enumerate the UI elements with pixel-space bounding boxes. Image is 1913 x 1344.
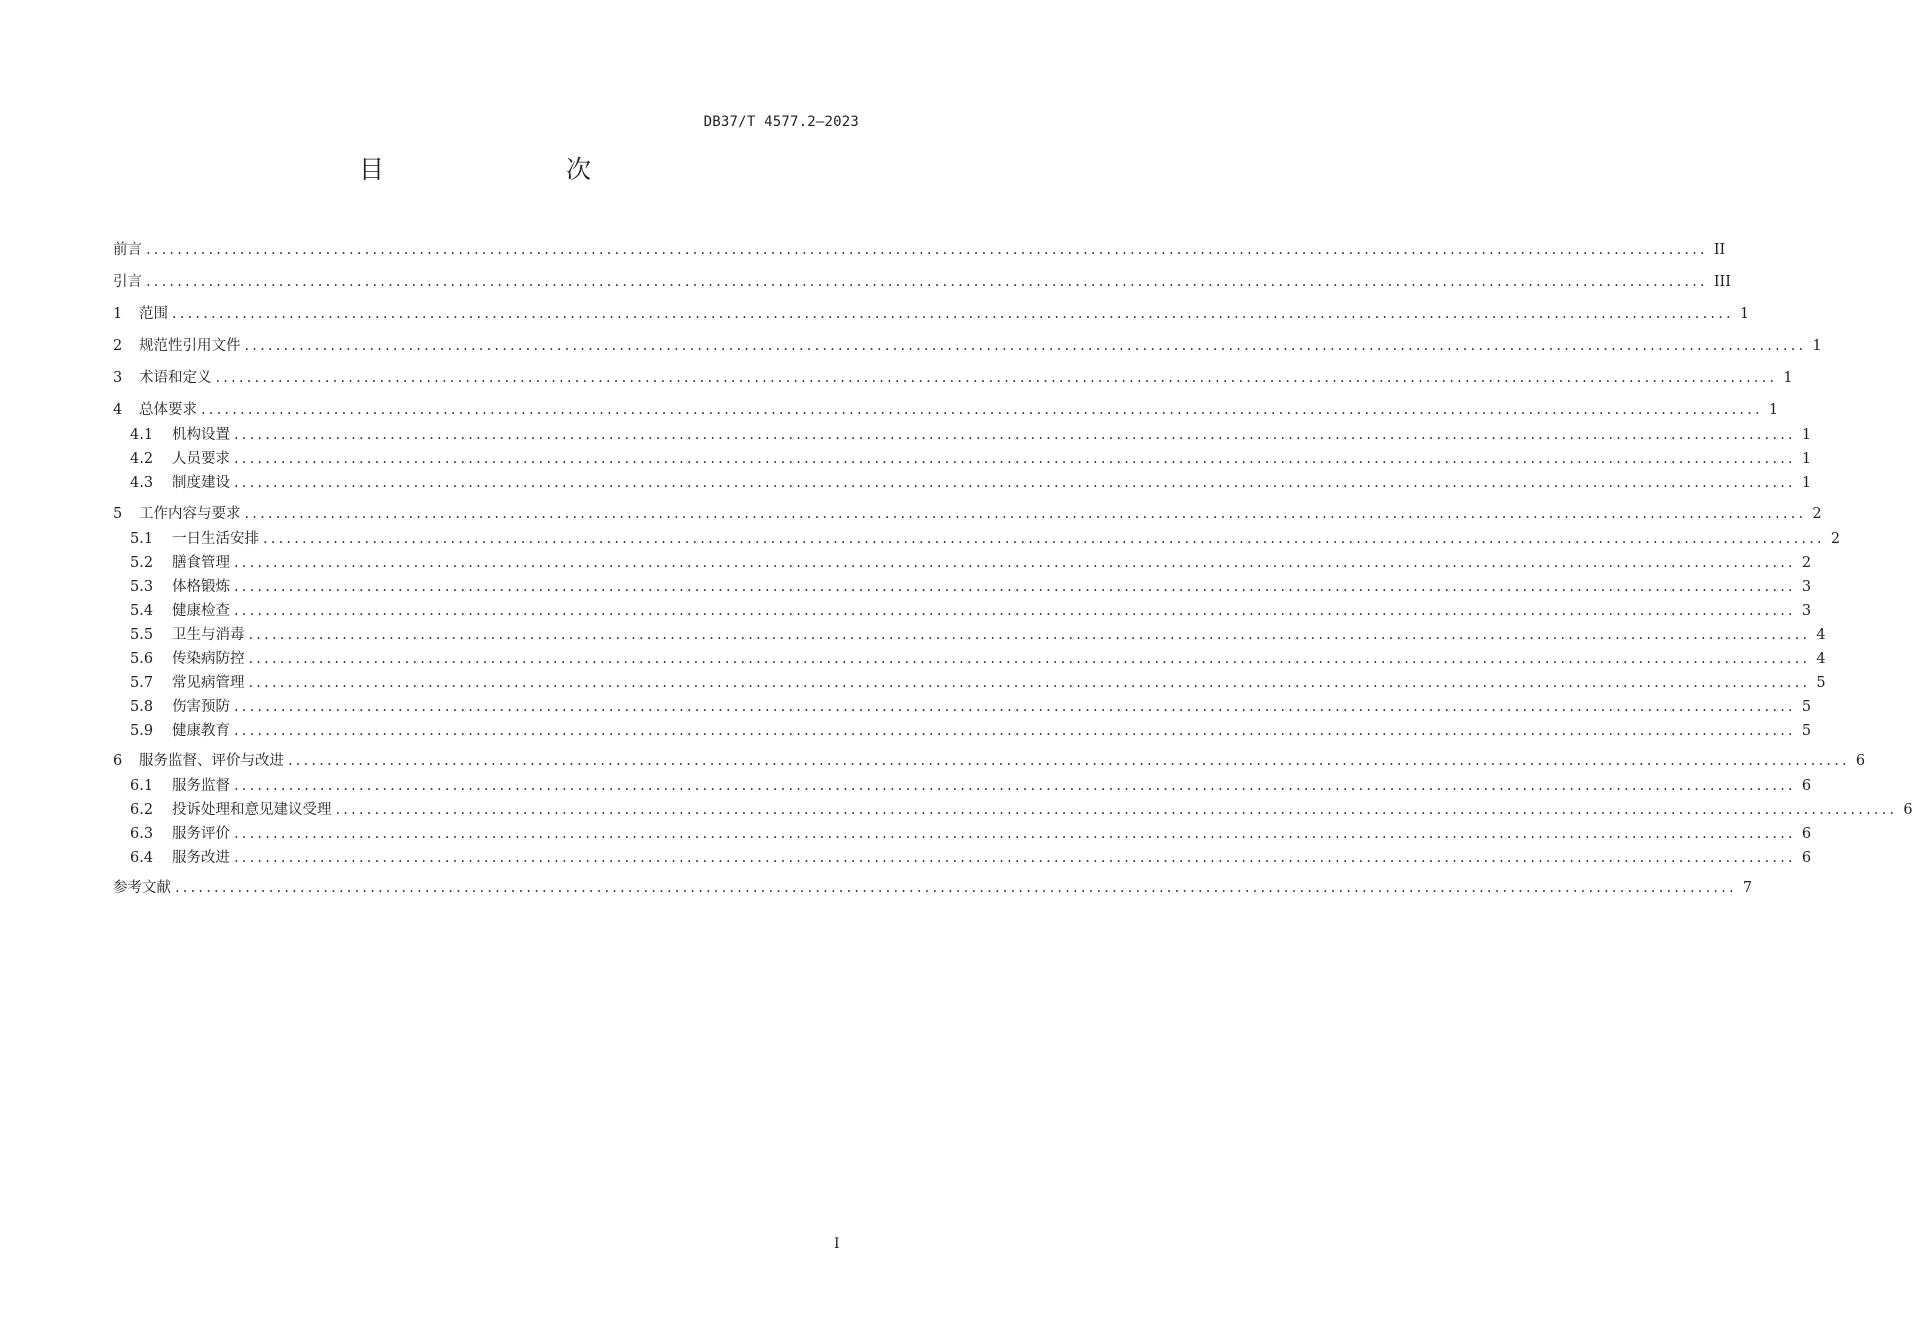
toc-entry-label: 体格锻炼 — [172, 579, 230, 595]
toc-entry-page: 7 — [1742, 880, 1753, 896]
toc-entry-page: 6 — [1801, 850, 1812, 866]
toc-entry-label: 传染病防控 — [172, 651, 245, 667]
toc-entry-number: 4.1 — [130, 427, 154, 443]
toc-entry-label: 常见病管理 — [172, 675, 245, 691]
toc-entry-number: 1 — [113, 306, 123, 322]
toc-entry[interactable] — [113, 551, 1812, 575]
toc-entry-label: 服务监督、评价与改进 — [139, 753, 284, 769]
toc-entry[interactable] — [113, 575, 1812, 599]
toc-leader-dots: ........................................................................................................................................................................................................ — [175, 880, 1737, 896]
toc-entry-number: 5.1 — [130, 531, 154, 547]
toc-leader-dots: ........................................................................................................................................................................................................ — [248, 627, 1811, 643]
toc-entry-number: 5.7 — [130, 675, 154, 691]
toc-entry-label: 工作内容与要求 — [139, 506, 241, 522]
toc-leader-dots: ........................................................................................................................................................................................................ — [248, 651, 1811, 667]
toc-entry-label: 伤害预防 — [172, 699, 230, 715]
toc-entry-number: 5.5 — [130, 627, 154, 643]
toc-entry-page: 1 — [1783, 370, 1793, 386]
toc-entry[interactable] — [113, 774, 1812, 798]
toc-entry-number: 6.1 — [130, 778, 154, 794]
toc-entry-label: 参考文献 — [113, 880, 171, 896]
toc-entry-page: 1 — [1812, 338, 1822, 354]
toc-leader-dots: ........................................................................................................................................................................................................ — [244, 506, 1807, 522]
toc-leader-dots: ........................................................................................................................................................................................................ — [234, 850, 1796, 866]
toc-entry-page: 3 — [1801, 579, 1812, 595]
toc-entry-label: 总体要求 — [139, 402, 197, 418]
toc-entry-number: 5 — [113, 506, 123, 522]
toc-entry[interactable] — [113, 334, 1822, 358]
toc-entry[interactable] — [113, 822, 1812, 846]
toc-entry[interactable] — [113, 876, 1753, 900]
toc-leader-dots: ........................................................................................................................................................................................................ — [201, 402, 1763, 418]
toc-entry-label: 健康教育 — [172, 723, 230, 739]
toc-leader-dots: ........................................................................................................................................................................................................ — [234, 555, 1796, 571]
toc-entry-label: 投诉处理和意见建议受理 — [172, 802, 332, 818]
toc-entry-page: 6 — [1801, 826, 1812, 842]
toc-entry-label: 服务评价 — [172, 826, 230, 842]
toc-entry-label: 引言 — [113, 274, 142, 290]
toc-leader-dots: ........................................................................................................................................................................................................ — [146, 242, 1708, 258]
toc-entry[interactable] — [113, 749, 1866, 773]
toc-entry-number: 6.3 — [130, 826, 154, 842]
toc-entry-number: 6.4 — [130, 850, 154, 866]
toc-entry[interactable] — [113, 599, 1812, 623]
toc-entry-label: 一日生活安排 — [172, 531, 259, 547]
toc-leader-dots: ........................................................................................................................................................................................................ — [215, 370, 1778, 386]
toc-entry-number: 5.3 — [130, 579, 154, 595]
toc-entry-page: 1 — [1739, 306, 1750, 322]
toc-leader-dots: ........................................................................................................................................................................................................ — [234, 603, 1796, 619]
toc-leader-dots: ........................................................................................................................................................................................................ — [234, 778, 1796, 794]
toc-entry-label: 范围 — [139, 306, 168, 322]
toc-entry-label: 健康检查 — [172, 603, 230, 619]
toc-entry-label: 术语和定义 — [139, 370, 212, 386]
toc-entry-label: 制度建设 — [172, 475, 230, 491]
toc-entry-page: 1 — [1801, 427, 1812, 443]
toc-entry-number: 5.4 — [130, 603, 154, 619]
toc-entry-page: 5 — [1816, 675, 1826, 691]
toc-entry-number: 5.8 — [130, 699, 154, 715]
toc-entry-number: 3 — [113, 370, 123, 386]
toc-entry-number: 6 — [113, 753, 123, 769]
toc-entry[interactable] — [113, 366, 1793, 390]
document-code: DB37/T 4577.2—2023 — [703, 114, 859, 130]
toc-leader-dots: ........................................................................................................................................................................................................ — [234, 826, 1796, 842]
toc-entry-label: 服务监督 — [172, 778, 230, 794]
toc-entry-label: 卫生与消毒 — [172, 627, 245, 643]
toc-leader-dots: ........................................................................................................................................................................................................ — [288, 753, 1850, 769]
toc-entry[interactable] — [113, 471, 1812, 495]
toc-entry-page: II — [1713, 242, 1726, 258]
toc-entry[interactable] — [113, 302, 1750, 326]
toc-entry-page: 2 — [1801, 555, 1812, 571]
toc-entry-label: 人员要求 — [172, 451, 230, 467]
toc-entry-page: 6 — [1855, 753, 1866, 769]
toc-entry-page: 2 — [1812, 506, 1822, 522]
toc-entry[interactable] — [113, 423, 1812, 447]
page-number: I — [834, 1236, 840, 1252]
toc-entry-page: 2 — [1830, 531, 1841, 547]
toc-leader-dots: ........................................................................................................................................................................................................ — [234, 451, 1796, 467]
toc-entry-page: 4 — [1816, 651, 1826, 667]
toc-entry-label: 前言 — [113, 242, 142, 258]
toc-leader-dots: ........................................................................................................................................................................................................ — [234, 723, 1796, 739]
toc-entry-number: 5.2 — [130, 555, 154, 571]
toc-entry-page: III — [1713, 274, 1732, 290]
toc-entry[interactable] — [113, 695, 1812, 719]
toc-entry-page: 1 — [1801, 451, 1812, 467]
toc-entry-number: 4.2 — [130, 451, 154, 467]
toc-entry-label: 机构设置 — [172, 427, 230, 443]
toc-leader-dots: ........................................................................................................................................................................................................ — [172, 306, 1734, 322]
toc-leader-dots: ........................................................................................................................................................................................................ — [146, 274, 1708, 290]
toc-entry-number: 2 — [113, 338, 123, 354]
toc-entry-page: 5 — [1801, 699, 1812, 715]
toc-leader-dots: ........................................................................................................................................................................................................ — [263, 531, 1825, 547]
toc-entry-number: 6.2 — [130, 802, 154, 818]
toc-entry-number: 5.6 — [130, 651, 154, 667]
toc-entry-number: 4 — [113, 402, 123, 418]
toc-leader-dots: ........................................................................................................................................................................................................ — [234, 579, 1796, 595]
toc-entry-number: 5.9 — [130, 723, 154, 739]
toc-entry[interactable] — [113, 719, 1812, 743]
toc-entry[interactable] — [113, 527, 1841, 551]
toc-entry-page: 1 — [1801, 475, 1812, 491]
toc-leader-dots: ........................................................................................................................................................................................................ — [244, 338, 1807, 354]
toc-entry-label: 膳食管理 — [172, 555, 230, 571]
toc-entry-page: 4 — [1816, 627, 1826, 643]
toc-leader-dots: ........................................................................................................................................................................................................ — [234, 475, 1796, 491]
toc-entry[interactable] — [113, 647, 1826, 671]
toc-entry[interactable] — [113, 398, 1779, 422]
toc-leader-dots: ........................................................................................................................................................................................................ — [335, 802, 1898, 818]
toc-entry[interactable] — [113, 502, 1822, 526]
toc-entry[interactable] — [113, 798, 1913, 822]
toc-entry-label: 规范性引用文件 — [139, 338, 241, 354]
toc-entry[interactable] — [113, 238, 1726, 262]
toc-entry-page: 6 — [1801, 778, 1812, 794]
toc-entry[interactable] — [113, 447, 1812, 471]
toc-entry-page: 1 — [1768, 402, 1779, 418]
toc-entry-page: 5 — [1801, 723, 1812, 739]
toc-entry[interactable] — [113, 623, 1826, 647]
toc-entry-page: 6 — [1903, 802, 1913, 818]
toc-entry-page: 3 — [1801, 603, 1812, 619]
toc-leader-dots: ........................................................................................................................................................................................................ — [248, 675, 1811, 691]
toc-entry[interactable] — [113, 270, 1732, 294]
toc-entry-number: 4.3 — [130, 475, 154, 491]
toc-entry-label: 服务改进 — [172, 850, 230, 866]
toc-entry[interactable] — [113, 846, 1812, 870]
toc-leader-dots: ........................................................................................................................................................................................................ — [234, 699, 1796, 715]
page-title: 目 次 — [358, 155, 635, 184]
toc-leader-dots: ........................................................................................................................................................................................................ — [234, 427, 1796, 443]
toc-entry[interactable] — [113, 671, 1826, 695]
